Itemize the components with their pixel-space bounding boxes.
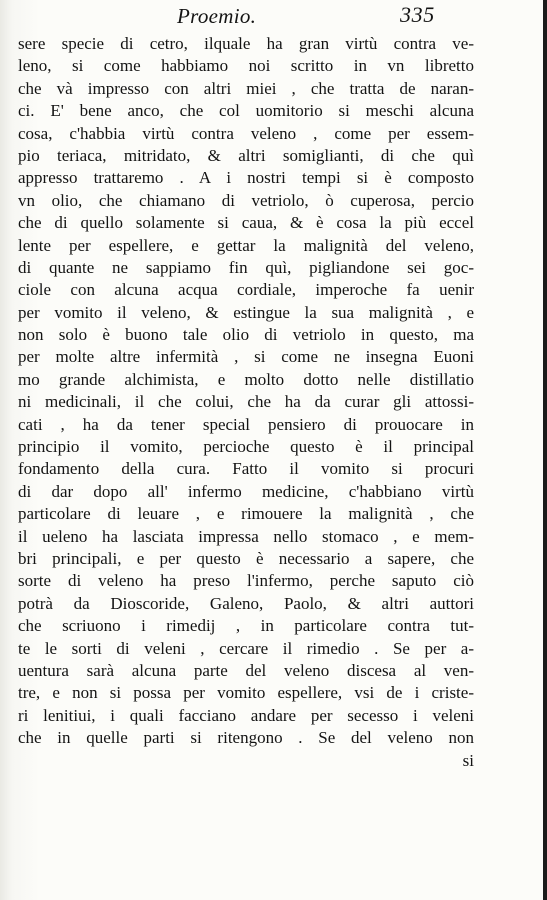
text-line: principio il vomito, percioche questo è il principal xyxy=(18,437,474,457)
page-number: 335 xyxy=(400,2,435,27)
text-line: ci. E' bene anco, che col uomitorio si meschi alcuna xyxy=(18,101,474,121)
text-line: cati , ha da tener special pensiero di prouocare in xyxy=(18,414,474,434)
text-line: uentura sarà alcuna parte del veleno discesa al ven- xyxy=(18,660,474,680)
text-line: di quante ne sappiamo fin quì, pigliandone sei goc- xyxy=(18,257,474,277)
page-edge-shadow xyxy=(543,0,547,900)
text-line: che và impresso con altri miei , che tratta de naran- xyxy=(18,78,474,98)
text-line: non solo è buono tale olio di vetriolo in questo, ma xyxy=(18,325,474,345)
text-line: lente per espellere, e gettar la malignità del veleno, xyxy=(18,235,474,255)
text-line: tre, e non si possa per vomito espellere, vsi de i criste- xyxy=(18,683,474,703)
text-line: te le sorti di veleni , cercare il rimedio . Se per a- xyxy=(18,638,474,658)
body-text xyxy=(18,33,474,772)
text-line: fondamento della cura. Fatto il vomito si procuri xyxy=(18,459,474,479)
text-line: per vomito il veleno, & estingue la sua malignità , e xyxy=(18,302,474,322)
text-line: leno, si come habbiamo noi scritto in vn libretto xyxy=(18,56,474,76)
text-line: di dar dopo all' infermo medicine, c'habbiano virtù xyxy=(18,481,474,501)
text-line: sorte di veleno ha preso l'infermo, perche saputo ciò xyxy=(18,571,474,591)
text-line: pio teriaca, mitridato, & altri somiglianti, di che quì xyxy=(18,145,474,165)
catchword: si xyxy=(462,750,474,770)
text-line: sere specie di cetro, ilquale ha gran virtù contra ve- xyxy=(18,34,474,53)
text-line: che in quelle parti si ritengono . Se del veleno non xyxy=(18,728,474,748)
text-line: mo grande alchimista, e molto dotto nelle distillatio xyxy=(18,369,474,389)
text-line: ri lenitiui, i quali facciano andare per secesso i veleni xyxy=(18,705,474,725)
text-line: cosa, c'habbia virtù contra veleno , come per essem- xyxy=(18,123,474,143)
text-line: bri principali, e per questo è necessario a sapere, che xyxy=(18,548,474,568)
running-title: Proemio. xyxy=(177,4,257,28)
text-line: appresso trattaremo . A i nostri tempi si è composto xyxy=(18,168,474,188)
text-line: potrà da Dioscoride, Galeno, Paolo, & altri auttori xyxy=(18,593,474,613)
text-line: il ueleno ha lasciata impressa nello stomaco , e mem- xyxy=(18,526,474,546)
text-line: vn olio, che chiamano di vetriolo, ò cuperosa, percio xyxy=(18,190,474,210)
text-line: che di quello solamente si caua, & è cosa la più eccel xyxy=(18,213,474,233)
text-line: per molte altre infermità , si come ne insegna Euoni xyxy=(18,347,474,367)
text-line: ni medicinali, il che colui, che ha da curar gli attossi- xyxy=(18,392,474,412)
text-line: che scriuono i rimedij , in particolare contra tut- xyxy=(18,616,474,636)
page-header xyxy=(0,2,547,28)
text-line: ciole con alcuna acqua cordiale, imperoche fa uenir xyxy=(18,280,474,300)
text-line: particolare di leuare , e rimouere la malignità , che xyxy=(18,504,474,524)
